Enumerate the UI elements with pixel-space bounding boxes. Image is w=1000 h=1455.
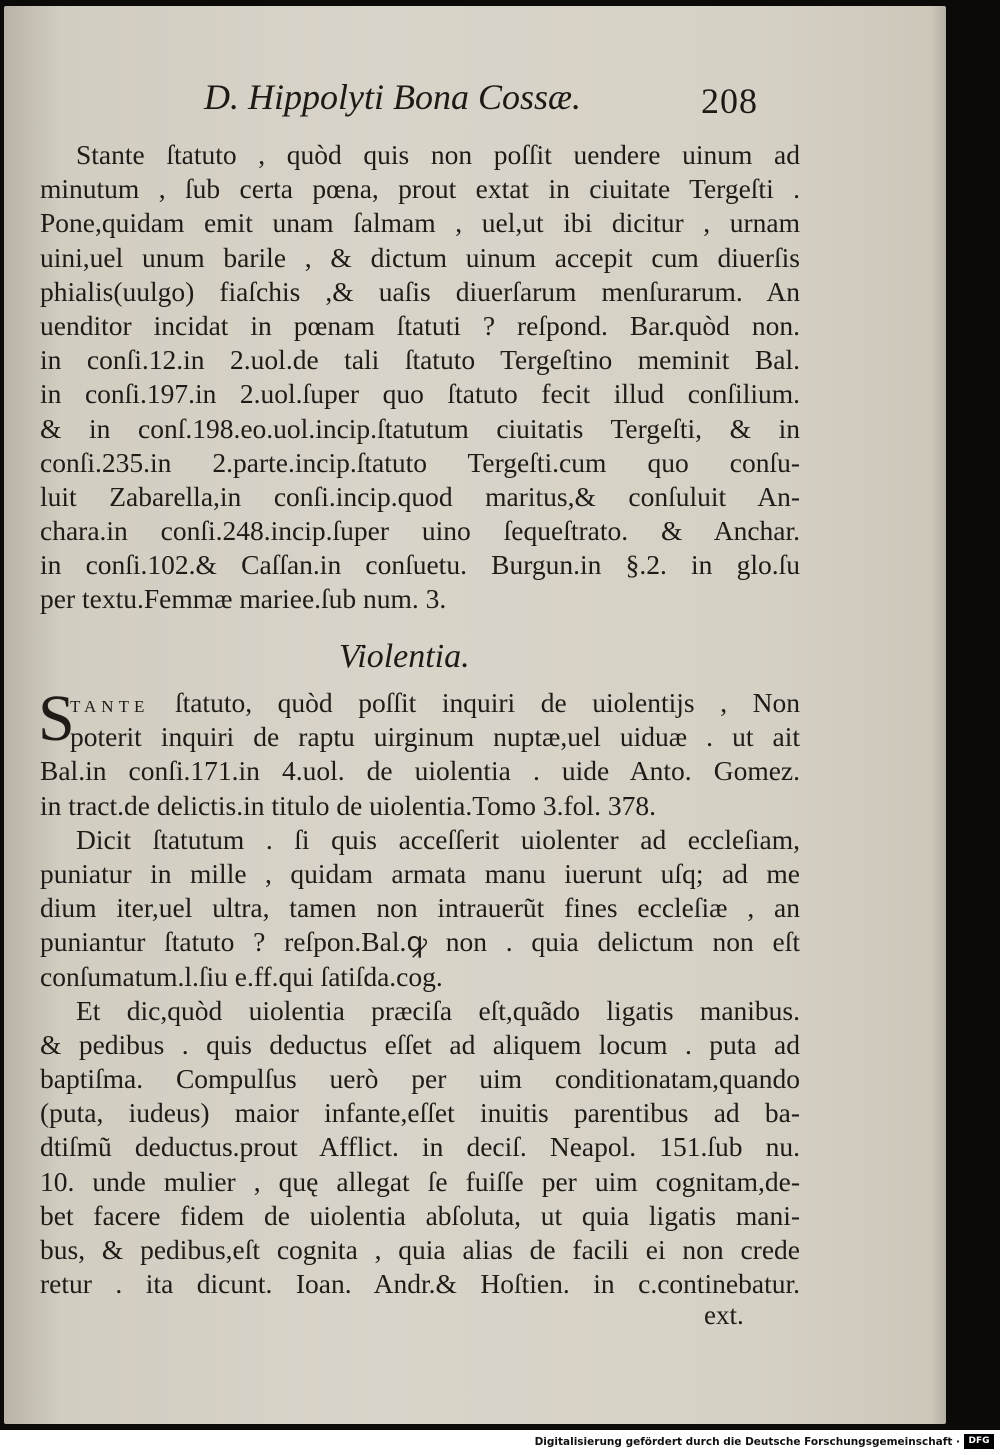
text-line: uini,uel unum barile , & dictum uinum accepit cum diuerſis <box>40 241 800 273</box>
text-line: (puta, iudeus) maior infante,eſſet inuitis parentibus ad ba- <box>40 1097 800 1129</box>
book-page <box>4 6 946 1424</box>
text-line: Et dic,quòd uiolentia præciſa eſt,quãdo ligatis manibus. <box>76 994 800 1026</box>
text-line: poterit inquiri de raptu uirginum nuptæ,uel uiduæ . ut ait <box>70 721 800 753</box>
dfg-logo: DFG <box>964 1434 994 1449</box>
catchword: ext. <box>704 1300 744 1330</box>
page-number: 208 <box>701 81 758 121</box>
text-line: dium iter,uel ultra, tamen non intrauerũt fines eccleſiæ , an <box>40 892 800 924</box>
text-line: bus, & pedibus,eſt cognita , quia alias de facili ei non crede <box>40 1234 800 1265</box>
first-word-smallcaps: TANTE <box>70 697 150 716</box>
text-line: in conſi.197.in 2.uol.ſuper quo ſtatuto fecit illud conſilium. <box>40 378 800 410</box>
text-line: Bal.in conſi.171.in 4.uol. de uiolentia . uide Anto. Gomez. <box>40 755 800 787</box>
text-line: Stante ſtatuto , quòd quis non poſſit uendere uinum ad <box>76 139 800 170</box>
text-line: chara.in conſi.248.incip.ſuper uino ſequeſtrato. & Anchar. <box>40 515 800 547</box>
text-line: per textu.Femmæ mariee.ſub num. 3. <box>40 583 447 615</box>
text-line: phialis(uulgo) fiaſchis ,& uaſis diuerſarum menſurarum. An <box>40 275 800 307</box>
text-line: in conſi.102.& Caſſan.in conſuetu. Burgun.in §.2. in glo.ſu <box>40 549 800 581</box>
text-line: baptiſma. Compulſus uerò per uim conditionatam,quando <box>40 1063 800 1095</box>
text-line: conſumatum.l.ſiu e.ff.qui ſatiſda.cog. <box>40 960 443 992</box>
paragraph-violentia <box>38 682 800 1301</box>
text-line: & in conſ.198.eo.uol.incip.ſtatutum ciuitatis Tergeſti, & in <box>40 412 800 444</box>
text-line: puniatur in mille , quidam armata manu iuerunt uſq; ad me <box>40 857 800 889</box>
digitization-footer <box>0 1430 1000 1455</box>
text-line: puniantur ſtatuto ? reſpon.Bal.ꝙ non . quia delictum non eſt <box>40 926 800 958</box>
text-line-first <box>40 686 800 720</box>
text-line: conſi.235.in 2.parte.incip.ſtatuto Tergeſti.cum quo conſu- <box>40 446 800 478</box>
section-heading: Violentia. <box>339 638 470 675</box>
text-line: & pedibus . quis deductus eſſet ad aliquem locum . puta ad <box>40 1028 800 1060</box>
text-line: uenditor incidat in pœnam ſtatuti ? reſpond. Bar.quòd non. <box>40 309 800 341</box>
text-line: Pone,quidam emit unam ſalmam , uel,ut ibi dicitur , urnam <box>40 207 800 239</box>
text-line: Dicit ſtatutum . ſi quis acceſſerit uiolenter ad eccleſiam, <box>76 823 800 855</box>
funding-credit: Digitalisierung gefördert durch die Deutsche Forschungsgemeinschaft · <box>534 1436 960 1448</box>
running-head: D. Hippolyti Bona Cossæ. <box>204 77 582 117</box>
text-line: luit Zabarella,in conſi.incip.quod maritus,& conſuluit An- <box>40 480 800 512</box>
drop-capital: S <box>38 682 75 755</box>
text-line: retur . ita dicunt. Ioan. Andr.& Hoſtien. in c.continebatur. <box>40 1268 800 1300</box>
text-line: bet facere fidem de uiolentia abſoluta, ut quia ligatis mani- <box>40 1199 800 1231</box>
text-line: 10. unde mulier , quę allegat ſe fuiſſe per uim cognitam,de- <box>40 1165 800 1197</box>
first-line-text: ſtatuto, quòd poſſit inquiri de uiolentijs , Non <box>174 687 800 718</box>
text-line: minutum , ſub certa pœna, prout extat in ciuitate Tergeſti . <box>40 173 800 205</box>
text-line: dtiſmũ deductus.prout Afflict. in deciſ. Neapol. 151.ſub nu. <box>40 1131 800 1163</box>
text-line: in tract.de delictis.in titulo de uiolentia.Tomo 3.fol. 378. <box>40 789 656 821</box>
text-line: in conſi.12.in 2.uol.de tali ſtatuto Tergeſtino meminit Bal. <box>40 344 800 376</box>
paragraph-statute-wine <box>40 138 800 617</box>
